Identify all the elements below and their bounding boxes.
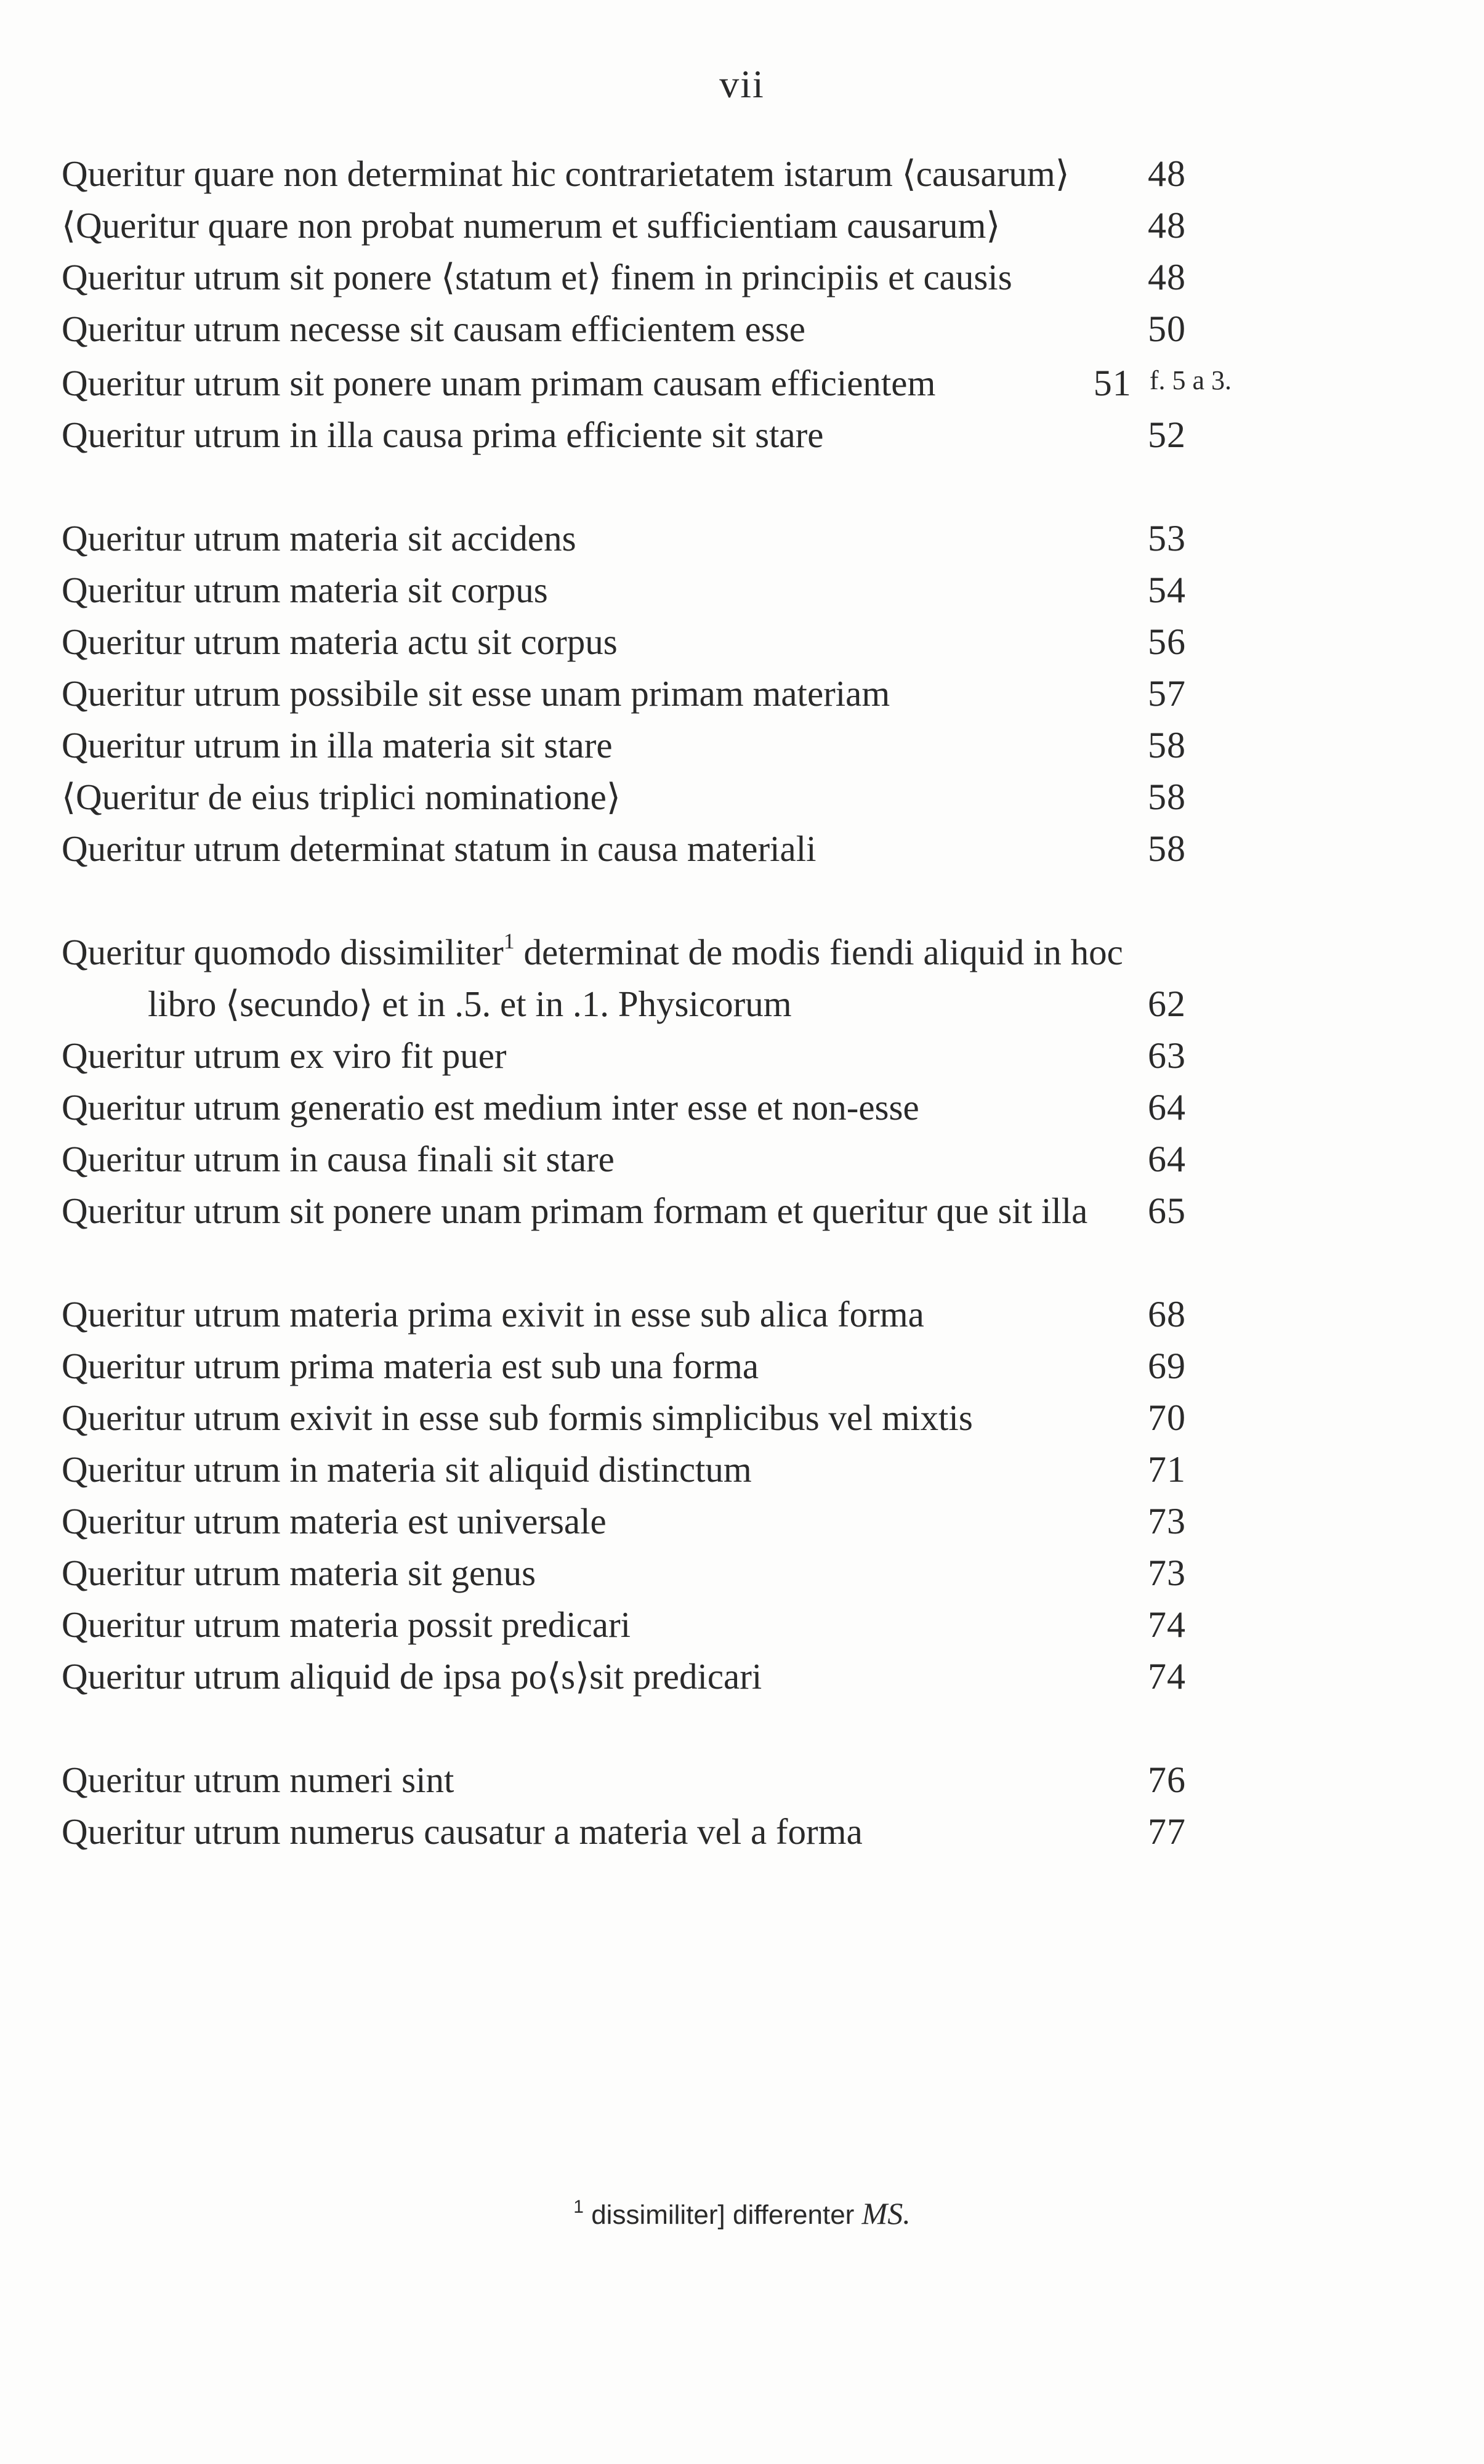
entry-page-number: 52	[1148, 414, 1186, 455]
entry-text: Queritur utrum in illa causa prima efficiente sit stare	[62, 414, 824, 455]
entry-page-number: 48	[1148, 257, 1186, 297]
entry-text: Queritur utrum sit ponere ⟨statum et⟩ finem in principiis et causis	[62, 257, 1012, 297]
toc-entry	[62, 1081, 1232, 1133]
page-number: vii	[719, 62, 765, 106]
entry-text: Queritur utrum materia est universale	[62, 1501, 607, 1541]
entry-text: Queritur utrum sit ponere unam primam formam et queritur que sit illa	[62, 1190, 1088, 1231]
entry-page-number: 62	[1148, 984, 1186, 1024]
entry-text-part: determinat de modis fiendi aliquid in hoc libro ⟨secundo⟩ et in .5. et in .1. Physicorum	[148, 932, 1123, 1024]
toc-entry	[62, 1444, 1232, 1495]
entry-page-number: 48	[1148, 153, 1186, 194]
entry-text: Queritur utrum generatio est medium inter esse et non-esse	[62, 1087, 919, 1128]
toc-entry	[62, 1030, 1232, 1081]
entry-text: ⟨Queritur quare non probat numerum et sufficientiam causarum⟩	[62, 205, 1001, 246]
toc-entry	[62, 1288, 1232, 1340]
entry-text: Queritur quare non determinat hic contrarietatem istarum ⟨causarum⟩	[62, 153, 1070, 194]
toc-group	[62, 1288, 1232, 1702]
entry-text: Queritur utrum in materia sit aliquid distinctum	[62, 1449, 752, 1490]
entry-page-number: 48	[1148, 205, 1186, 246]
entry-text: Queritur utrum prima materia est sub una forma	[62, 1346, 759, 1386]
entry-text: Queritur utrum materia prima exivit in esse sub alica forma	[62, 1294, 924, 1335]
toc-entry	[62, 1754, 1232, 1806]
entry-text: Queritur utrum numerus causatur a materia vel a forma	[62, 1811, 863, 1852]
toc-entry	[62, 1599, 1232, 1650]
toc-entry	[62, 1185, 1232, 1237]
entry-text: Queritur utrum materia possit predicari	[62, 1604, 631, 1645]
toc-entry	[62, 355, 1232, 409]
toc-group	[62, 1754, 1232, 1857]
entry-page-number: 50	[1148, 309, 1186, 349]
toc-entry	[62, 926, 1232, 1030]
entry-text	[62, 926, 1133, 1030]
toc-entry	[62, 409, 1232, 461]
toc-entry	[62, 1547, 1232, 1599]
entry-page-number: 70	[1148, 1397, 1186, 1438]
toc-entry	[62, 1650, 1232, 1702]
entry-text: Queritur utrum materia sit corpus	[62, 570, 548, 610]
footnote-reference: 1	[503, 929, 515, 953]
table-of-contents	[62, 148, 1232, 1909]
entry-page-number: 64	[1148, 1139, 1186, 1179]
entry-page-number: 73	[1148, 1501, 1186, 1541]
toc-entry	[62, 668, 1232, 719]
toc-entry	[62, 823, 1232, 875]
entry-text: Queritur utrum sit ponere unam primam causam efficientem	[62, 363, 936, 403]
entry-page-number: 53	[1148, 518, 1186, 559]
entry-page-number: 68	[1148, 1294, 1186, 1335]
toc-entry	[62, 616, 1232, 668]
toc-entry	[62, 771, 1232, 823]
toc-entry	[62, 1392, 1232, 1444]
entry-page-number: 58	[1148, 828, 1186, 869]
footnote-source: MS.	[861, 2196, 911, 2231]
entry-page-number: 65	[1148, 1190, 1186, 1231]
toc-entry	[62, 148, 1232, 200]
entry-text: Queritur utrum numeri sint	[62, 1759, 454, 1800]
entry-page-number: 57	[1148, 673, 1186, 714]
toc-group	[62, 512, 1232, 875]
entry-page-number: 58	[1148, 777, 1186, 817]
entry-text: Queritur utrum possibile sit esse unam primam materiam	[62, 673, 890, 714]
entry-text: Queritur utrum materia sit accidens	[62, 518, 576, 559]
entry-text: Queritur utrum aliquid de ipsa po⟨s⟩sit predicari	[62, 1656, 762, 1697]
toc-entry	[62, 251, 1232, 303]
entry-page-number: 74	[1148, 1656, 1186, 1697]
entry-page-number: 51	[1093, 363, 1132, 403]
entry-page-number: 63	[1148, 1035, 1186, 1076]
entry-text: Queritur utrum necesse sit causam efficientem esse	[62, 309, 805, 349]
toc-entry	[62, 1495, 1232, 1547]
entry-text: Queritur utrum in causa finali sit stare	[62, 1139, 615, 1179]
toc-entry	[62, 200, 1232, 251]
toc-entry	[62, 1340, 1232, 1392]
entry-text: Queritur utrum ex viro fit puer	[62, 1035, 507, 1076]
footnote-marker: 1	[573, 2197, 584, 2217]
toc-entry	[62, 719, 1232, 771]
entry-page-number: 64	[1148, 1087, 1186, 1128]
toc-entry	[62, 1133, 1232, 1185]
toc-entry	[62, 564, 1232, 616]
entry-text: Queritur utrum materia sit genus	[62, 1553, 536, 1593]
entry-page-number: 54	[1148, 570, 1186, 610]
entry-text: Queritur utrum determinat statum in causa materiali	[62, 828, 817, 869]
toc-group	[62, 148, 1232, 461]
toc-entry	[62, 1806, 1232, 1857]
footnote	[0, 2195, 1484, 2231]
entry-page-number: 58	[1148, 725, 1186, 765]
entry-text: Queritur utrum in illa materia sit stare	[62, 725, 613, 765]
toc-entry	[62, 512, 1232, 564]
entry-page-number: 73	[1148, 1553, 1186, 1593]
entry-page-number: 69	[1148, 1346, 1186, 1386]
entry-page-number: 74	[1148, 1604, 1186, 1645]
toc-entry	[62, 303, 1232, 355]
entry-text: Queritur utrum exivit in esse sub formis simplicibus vel mixtis	[62, 1397, 973, 1438]
entry-page-number: 76	[1148, 1759, 1186, 1800]
toc-group	[62, 926, 1232, 1237]
entry-text: Queritur utrum materia actu sit corpus	[62, 621, 618, 662]
entry-page-number: 56	[1148, 621, 1186, 662]
entry-page-number: 71	[1148, 1449, 1186, 1490]
footnote-text: dissimiliter] differenter	[583, 2200, 862, 2230]
entry-page-number: 77	[1148, 1811, 1186, 1852]
margin-note: f. 5 a 3.	[1149, 365, 1232, 395]
entry-text: ⟨Queritur de eius triplici nominatione⟩	[62, 777, 621, 817]
entry-text-part: Queritur quomodo dissimiliter	[62, 932, 504, 972]
